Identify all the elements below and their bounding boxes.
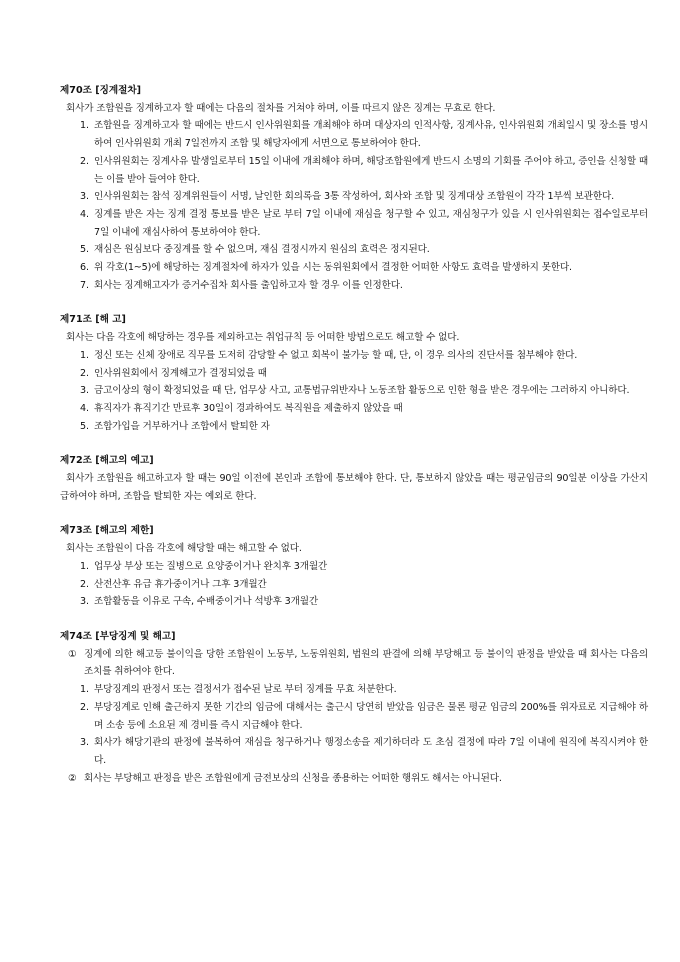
list-item (60, 558, 648, 576)
clause-text: 징계에 의한 해고등 불이익을 당한 조합원이 노동부, 노동위원회, 법원의 판결에 의해 부당해고 등 불이익 판정을 받았을 때 회사는 다음의 조치를 취하여야 한다. (84, 648, 648, 678)
article-73 (60, 522, 648, 611)
item-text: 부당징계로 인해 출근하지 못한 기간의 임금에 대해서는 출근시 당연히 받았을 임금은 물론 평균 임금의 200%를 위자료로 지급해야 하며 소송 등에 소요된 제 경비를 즉시 지급해야 한다. (94, 701, 648, 731)
item-text: 인사위원회는 참석 징계위원들이 서명, 날인한 회의록을 3통 작성하여, 회사와 조합 및 징계대상 조합원이 각각 1부씩 보관한다. (94, 191, 614, 203)
item-number: 2. (80, 701, 89, 713)
article-items (60, 558, 648, 611)
item-number: 4. (80, 402, 89, 414)
article-title: 제74조 [부당징계 및 해고] (60, 630, 176, 642)
item-number: 1. (80, 560, 89, 572)
document-page (60, 82, 648, 787)
item-text: 인사위원회에서 징계해고가 결정되었을 때 (94, 367, 267, 379)
item-number: 5. (80, 420, 89, 432)
item-text: 회사가 해당기관의 판정에 불복하여 재심을 청구하거나 행정소송을 제기하더라 도 초심 결정에 따라 7일 이내에 원직에 복직시켜야 한다. (94, 737, 648, 766)
list-item (60, 681, 648, 699)
item-number: 3. (80, 385, 89, 397)
clause-number: ① (68, 648, 77, 660)
clause-paragraph (60, 646, 648, 681)
item-text: 회사는 징계해고자가 증거수집차 회사를 출입하고자 할 경우 이를 인정한다. (94, 279, 403, 291)
article-71 (60, 311, 648, 435)
item-text: 금고이상의 형이 확정되었을 때 단, 업무상 사고, 교통법규위반자나 노동조합 활동으로 인한 형을 받은 경우에는 그러하지 아니하다. (94, 385, 630, 397)
list-item (60, 259, 648, 277)
article-intro: 회사는 조합원이 다음 각호에 해당할 때는 해고할 수 없다. (66, 543, 302, 555)
clause-paragraph (60, 770, 648, 788)
article-title: 제70조 [징계절차] (60, 85, 142, 96)
article-title: 제72조 [해고의 예고] (60, 455, 154, 467)
item-text: 조합가입을 거부하거나 조합에서 탈퇴한 자 (94, 420, 270, 432)
item-text: 업무상 부상 또는 질병으로 요양중이거나 완치후 3개월간 (94, 560, 328, 572)
item-number: 7. (80, 279, 89, 291)
list-item (60, 400, 648, 418)
article-title: 제73조 [해고의 제한] (60, 525, 154, 537)
item-number: 1. (80, 684, 89, 696)
list-item (60, 382, 648, 400)
item-text: 부당징계의 판정서 또는 결정서가 접수된 날로 부터 징계를 무효 처분한다. (94, 684, 397, 696)
article-items (60, 117, 648, 294)
item-text: 휴직자가 휴직기간 만료후 30일이 경과하여도 복직원을 제출하지 않았을 때 (94, 402, 403, 414)
item-text: 조합원을 징계하고자 할 때에는 반드시 인사위원회를 개최해야 하며 대상자의 인적사항, 징계사유, 인사위원회 개최일시 및 장소를 명시하여 인사위원회 개최 7일전까지 조합 및 해당자에게 서면으로 통보하여야 한다. (94, 120, 648, 150)
item-text: 징계를 받은 자는 징계 결정 통보를 받은 날로 부터 7일 이내에 재심을 청구할 수 있고, 재심청구가 있을 시 인사위원회는 접수일로부터 7일 이내에 재심사하여 통보하여야 한다. (94, 208, 648, 238)
item-number: 3. (80, 737, 89, 749)
list-item (60, 206, 648, 241)
item-text: 조합활동을 이유로 구속, 수배중이거나 석방후 3개월간 (94, 596, 318, 608)
item-number: 2. (80, 578, 89, 590)
item-text: 위 각호(1~5)에 해당하는 징계절차에 하자가 있을 시는 동위원회에서 결정한 어떠한 사항도 효력을 발생하지 못한다. (94, 262, 572, 274)
article-70 (60, 82, 648, 294)
item-number: 3. (80, 191, 89, 203)
article-intro: 회사가 조합원을 해고하고자 할 때는 90일 이전에 본인과 조합에 통보해야 한다. 단, 통보하지 않았을 때는 평균임금의 90일분 이상을 가산지급하여야 하며, 조합을 탈퇴한 자는 예외로 한다. (60, 473, 648, 502)
item-number: 1. (80, 120, 89, 132)
item-number: 3. (80, 596, 89, 608)
clause-text: 회사는 부당해고 판정을 받은 조합원에게 금전보상의 신청을 종용하는 어떠한 행위도 해서는 아니된다. (84, 772, 502, 784)
item-text: 정신 또는 신체 장애로 직무를 도저히 감당할 수 없고 회복이 불가능 할 때, 단, 이 경우 의사의 진단서를 첨부해야 한다. (94, 349, 578, 361)
list-item (60, 593, 648, 611)
list-item (60, 117, 648, 152)
clause-items (60, 681, 648, 770)
article-72 (60, 452, 648, 505)
list-item (60, 576, 648, 594)
list-item (60, 347, 648, 365)
article-intro: 회사는 다음 각호에 해당하는 경우를 제외하고는 취업규칙 등 어떠한 방법으로도 해고할 수 없다. (66, 332, 460, 344)
list-item (60, 734, 648, 769)
item-number: 4. (80, 208, 89, 220)
item-number: 1. (80, 349, 89, 361)
item-number: 2. (80, 155, 89, 167)
clause-number: ② (68, 772, 77, 784)
list-item (60, 241, 648, 259)
item-number: 5. (80, 244, 89, 256)
item-text: 인사위원회는 징계사유 발생일로부터 15일 이내에 개최해야 하며, 해당조합원에게 반드시 소명의 기회를 주어야 하고, 증인을 신청할 때는 이를 받아 들여야 한다. (94, 155, 648, 185)
article-74 (60, 628, 648, 787)
list-item (60, 365, 648, 383)
list-item (60, 188, 648, 206)
list-item (60, 418, 648, 436)
item-number: 6. (80, 262, 89, 274)
item-number: 2. (80, 367, 89, 379)
list-item (60, 699, 648, 734)
item-text: 재심은 원심보다 중징계를 할 수 없으며, 재심 결정시까지 원심의 효력은 정지된다. (94, 244, 430, 256)
article-title: 제71조 [해 고] (60, 314, 126, 326)
list-item (60, 153, 648, 188)
item-text: 산전산후 유급 휴가중이거나 그후 3개월간 (94, 578, 267, 590)
list-item (60, 277, 648, 295)
article-intro: 회사가 조합원을 징계하고자 할 때에는 다음의 절차를 거쳐야 하며, 이를 따르지 않은 징계는 무효로 한다. (66, 102, 496, 114)
article-items (60, 347, 648, 436)
